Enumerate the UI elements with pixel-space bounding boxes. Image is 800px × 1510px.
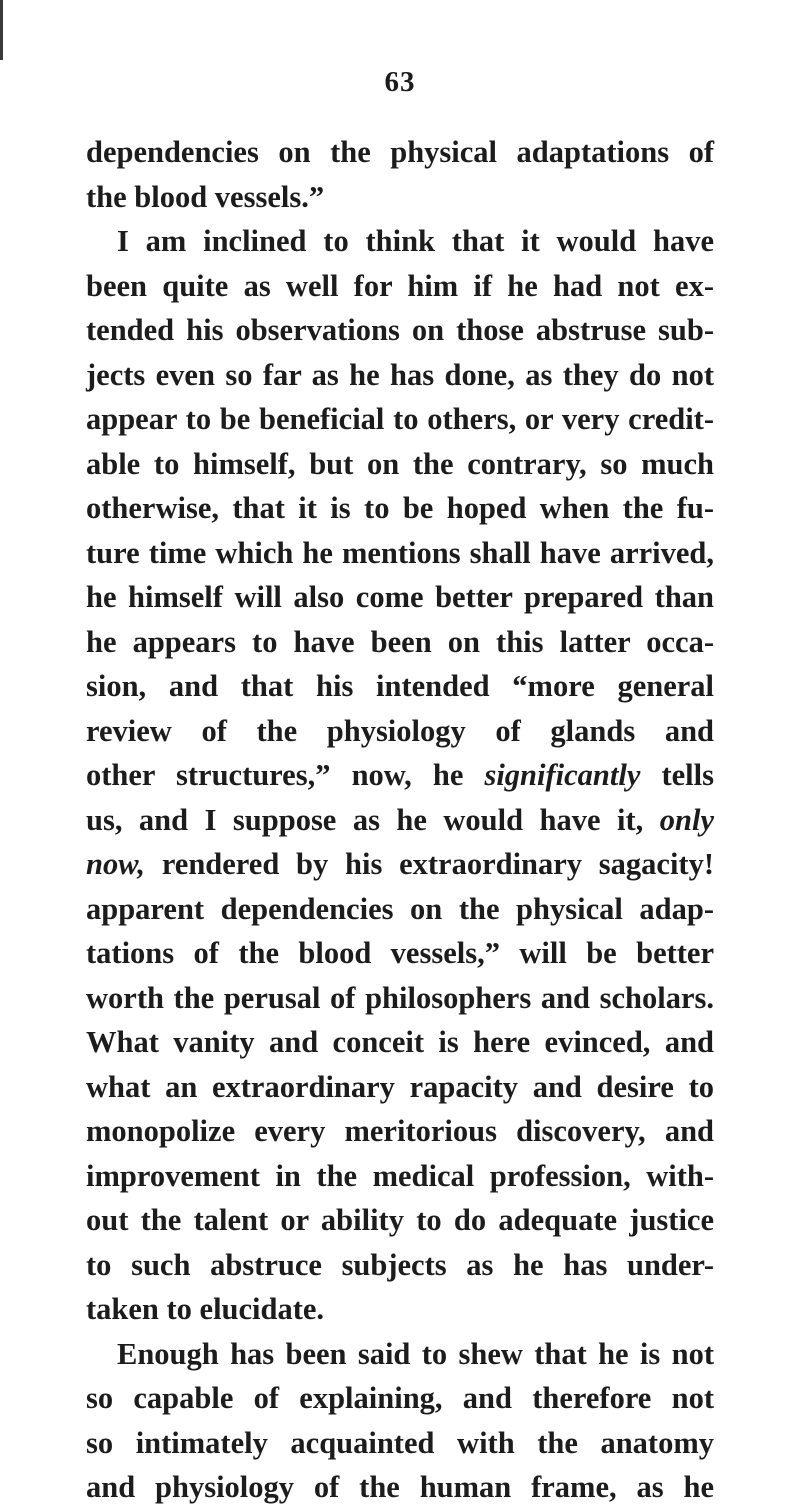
text-run: rendered by his extraordinary sagacity! — [145, 847, 714, 881]
text-line: sion, and that his intended “more general — [86, 669, 714, 703]
text-run: tells — [640, 758, 714, 792]
text-line: otherwise, that it is to be hoped when the fu- — [86, 491, 714, 525]
text-line: worth the perusal of philosophers and scholars. — [86, 980, 714, 1015]
text-line: jects even so far as he has done, as they do not — [86, 357, 714, 392]
text-run: us, and I suppose as he would have it, — [86, 802, 660, 837]
text-line: the blood vessels.” — [86, 179, 325, 214]
text-line: apparent dependencies on the physical adap- — [86, 891, 714, 926]
text-line: to such abstruce subjects as he has under- — [86, 1247, 714, 1282]
italic-emphasis: significantly — [484, 758, 641, 792]
text-line: he himself will also come better prepared than — [86, 580, 714, 614]
text-line: appear to be beneficial to others, or very credit- — [86, 402, 714, 436]
text-line: monopolize every meritorious discovery, and — [86, 1114, 714, 1148]
text-line: so capable of explaining, and therefore not — [86, 1381, 714, 1415]
text-line: What vanity and conceit is here evinced, and — [86, 1025, 714, 1059]
text-line: tended his observations on those abstruse sub- — [86, 313, 714, 347]
text-line: tations of the blood vessels,” will be better — [86, 936, 714, 970]
text-line: and physiology of the human frame, as he — [86, 1470, 714, 1504]
text-line: able to himself, but on the contrary, so much — [86, 446, 714, 481]
text-line: dependencies on the physical adaptations of — [86, 135, 714, 169]
body-text — [86, 130, 714, 1510]
text-run: other structures,” now, he — [86, 758, 485, 792]
text-line: he appears to have been on this latter occa- — [86, 624, 714, 659]
text-line: what an extraordinary rapacity and desire to — [86, 1069, 714, 1104]
page-number: 63 — [384, 66, 416, 98]
text-line: been quite as well for him if he had not ex- — [86, 268, 714, 303]
text-line: review of the physiology of glands and — [86, 713, 714, 748]
text-line: ture time which he mentions shall have arrived, — [86, 535, 714, 570]
text-line — [86, 753, 714, 798]
text-line — [86, 798, 714, 843]
text-line: improvement in the medical profession, with- — [86, 1158, 714, 1193]
text-line: Enough has been said to shew that he is not — [117, 1336, 714, 1371]
text-line: I am inclined to think that it would have — [117, 224, 714, 258]
text-line: so intimately acquainted with the anatomy — [86, 1425, 714, 1460]
italic-emphasis: now, — [86, 847, 146, 881]
text-line: taken to elucidate. — [86, 1292, 325, 1326]
page-edge-mark — [0, 0, 3, 60]
text-line — [86, 842, 714, 887]
text-line: out the talent or ability to do adequate justice — [86, 1203, 714, 1237]
italic-emphasis: only — [659, 802, 714, 837]
